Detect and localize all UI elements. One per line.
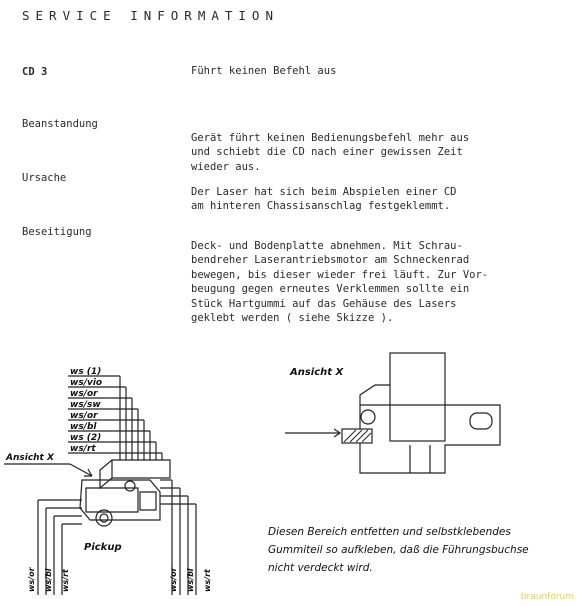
wire-label-bl-2: ws/bl <box>44 568 53 592</box>
wire-label-8: ws/rt <box>70 444 96 454</box>
model-label: CD 3 <box>22 66 48 78</box>
wire-label-3: ws/or <box>70 389 98 399</box>
wire-label-7: ws (2) <box>70 433 102 443</box>
wire-label-br-1: ws/or <box>169 567 178 592</box>
wire-label-br-2: ws/bl <box>186 568 195 592</box>
section-label-ursache: Ursache <box>22 172 67 184</box>
laser-housing-drawing <box>280 345 510 485</box>
section-text-beseitigung: Deck- und Bodenplatte abnehmen. Mit Schrau- bendreher Laserantriebsmotor am Schneckenrad bewegen, bis dieser wieder frei läuft. Zur Vor- beugung gegen erneutes Verklemmen sollte ein Stück Hartgummi auf das Gehäuse des Lasers geklebt werden ( siehe Skizze ). <box>191 239 489 324</box>
wire-label-bl-1: ws/or <box>27 567 36 592</box>
wire-label-5: ws/or <box>70 411 98 421</box>
wire-label-4: ws/sw <box>70 400 101 410</box>
watermark: braunforum <box>520 592 574 602</box>
wire-label-6: ws/bl <box>70 422 97 432</box>
wire-label-bl-3: ws/rt <box>61 569 70 592</box>
adhesive-instruction-note: Diesen Bereich entfetten und selbstklebendes Gummiteil so aufkleben, daß die Führungsbuchse nicht verdeckt wird. <box>268 526 529 574</box>
model-description: Führt keinen Befehl aus <box>191 65 337 77</box>
page-header: SERVICE INFORMATION <box>22 8 279 23</box>
pickup-wiring-drawing <box>0 360 240 600</box>
view-x-label-right: Ansicht X <box>290 367 344 378</box>
wire-label-1: ws (1) <box>70 367 102 377</box>
section-label-beseitigung: Beseitigung <box>22 226 92 238</box>
wire-label-br-3: ws/rt <box>203 569 212 592</box>
section-text-ursache: Der Laser hat sich beim Abspielen einer CD am hinteren Chassisanschlag festgeklemmt. <box>191 185 457 212</box>
pickup-label: Pickup <box>84 542 122 553</box>
wire-label-2: ws/vio <box>70 378 103 388</box>
view-x-label-left: Ansicht X <box>6 453 54 463</box>
section-text-beanstandung: Gerät führt keinen Bedienungsbefehl mehr aus und schiebt die CD nach einer gewissen Zeit wieder aus. <box>191 131 470 173</box>
section-label-beanstandung: Beanstandung <box>22 118 98 130</box>
